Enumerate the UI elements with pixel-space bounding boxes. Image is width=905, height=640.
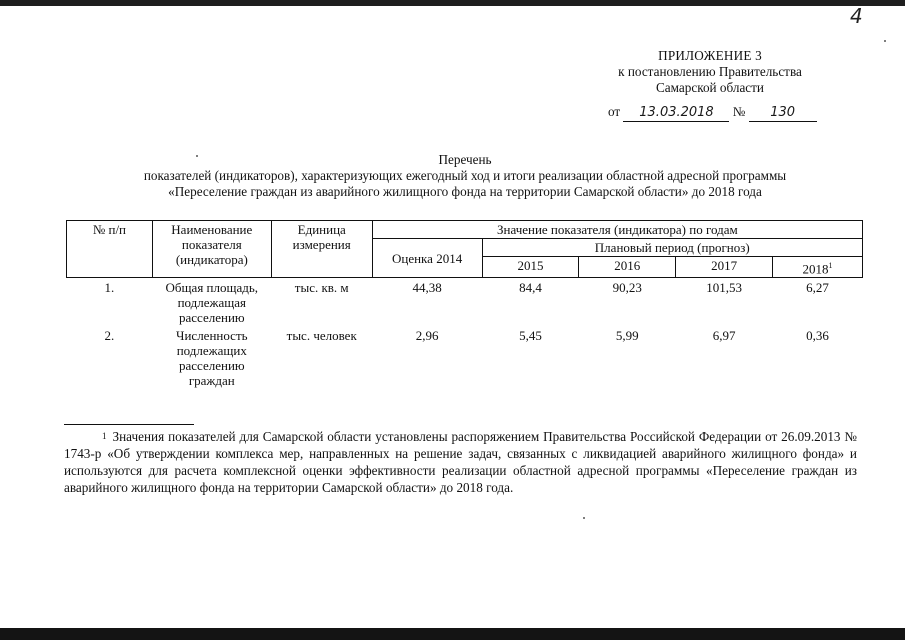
row-value-2018: 0,36	[806, 328, 829, 344]
table-row	[67, 278, 863, 327]
header-values-group: Значение показателя (индикатора) по годам	[372, 221, 862, 239]
header-estimate-2014: Оценка 2014	[372, 239, 482, 278]
row-value-2017: 6,97	[712, 328, 736, 344]
row-num: 2.	[104, 328, 115, 344]
indicators-table	[66, 220, 863, 389]
row-value-2014: 2,96	[415, 328, 439, 344]
scan-top-edge	[0, 0, 905, 6]
row-name: Общая площадь, подлежащая расселению	[165, 280, 259, 326]
footnote-mark: 1	[102, 431, 107, 441]
header-num: № п/п	[67, 221, 153, 278]
appendix-resolution-line: к постановлению Правительства	[618, 64, 802, 79]
heading-subtitle: показателей (индикаторов), характеризующих ежегодный ход и итоги реализации областной адресной программы	[143, 168, 787, 183]
row-value-2018: 6,27	[806, 280, 829, 296]
row-unit: тыс. кв. м	[294, 280, 349, 296]
date-prefix: от	[608, 104, 621, 119]
header-year-2018: 2018$^1$	[773, 257, 863, 278]
heading-program: «Переселение граждан из аварийного жилищного фонда на территории Самарской области» до 2018 года	[168, 184, 762, 199]
header-unit: Единица измерения	[271, 221, 372, 278]
row-unit: тыс. человек	[286, 328, 357, 344]
scan-bottom-edge	[0, 628, 905, 640]
row-value-2015: 84,4	[519, 280, 542, 296]
number-label: №	[732, 104, 746, 119]
scan-speck	[884, 40, 886, 42]
header-year-2015: 2015	[482, 257, 579, 278]
footnote-text: Значения показателей для Самарской области установлены распоряжением Правительства Российской Федерации от 26.09.2013 № 1743-р «Об утверждении комплекса мер, направленных на решение задач, связанных с ликвидацией аварийного жилищного фонда» и используются для расчета комплексной оценки эффективности реализации областной адресной программы «Переселение граждан из аварийного жилищного фонда на территории Самарской области» до 2018 года.	[64, 429, 857, 495]
document-heading	[60, 152, 870, 200]
footnote-ref: 1	[828, 261, 833, 270]
row-value-2017: 101,53	[706, 280, 743, 296]
header-plan-period: Плановый период (прогноз)	[482, 239, 862, 257]
row-name: Численность подлежащих расселению граждан	[176, 328, 248, 389]
row-value-2016: 90,23	[612, 280, 642, 296]
appendix-title: ПРИЛОЖЕНИЕ 3	[658, 48, 762, 63]
row-num: 1.	[104, 280, 115, 296]
scan-speck	[583, 517, 585, 519]
appendix-region-line: Самарской области	[656, 80, 764, 95]
header-year-2017: 2017	[676, 257, 773, 278]
handwritten-date: 13.03.2018	[623, 105, 729, 122]
row-value-2014: 44,38	[412, 280, 442, 296]
handwritten-number: 130	[749, 105, 817, 122]
table-row	[67, 326, 863, 389]
row-value-2016: 5,99	[615, 328, 639, 344]
row-value-2015: 5,45	[519, 328, 542, 344]
appendix-date-line	[608, 104, 838, 122]
footnote-separator	[64, 424, 194, 425]
appendix-block	[560, 48, 860, 96]
handwritten-page-mark: 4	[850, 4, 863, 28]
heading-title: Перечень	[438, 152, 492, 167]
footnote	[64, 428, 857, 496]
header-year-2016: 2016	[579, 257, 676, 278]
header-name: Наименование показателя (индикатора)	[152, 221, 271, 278]
